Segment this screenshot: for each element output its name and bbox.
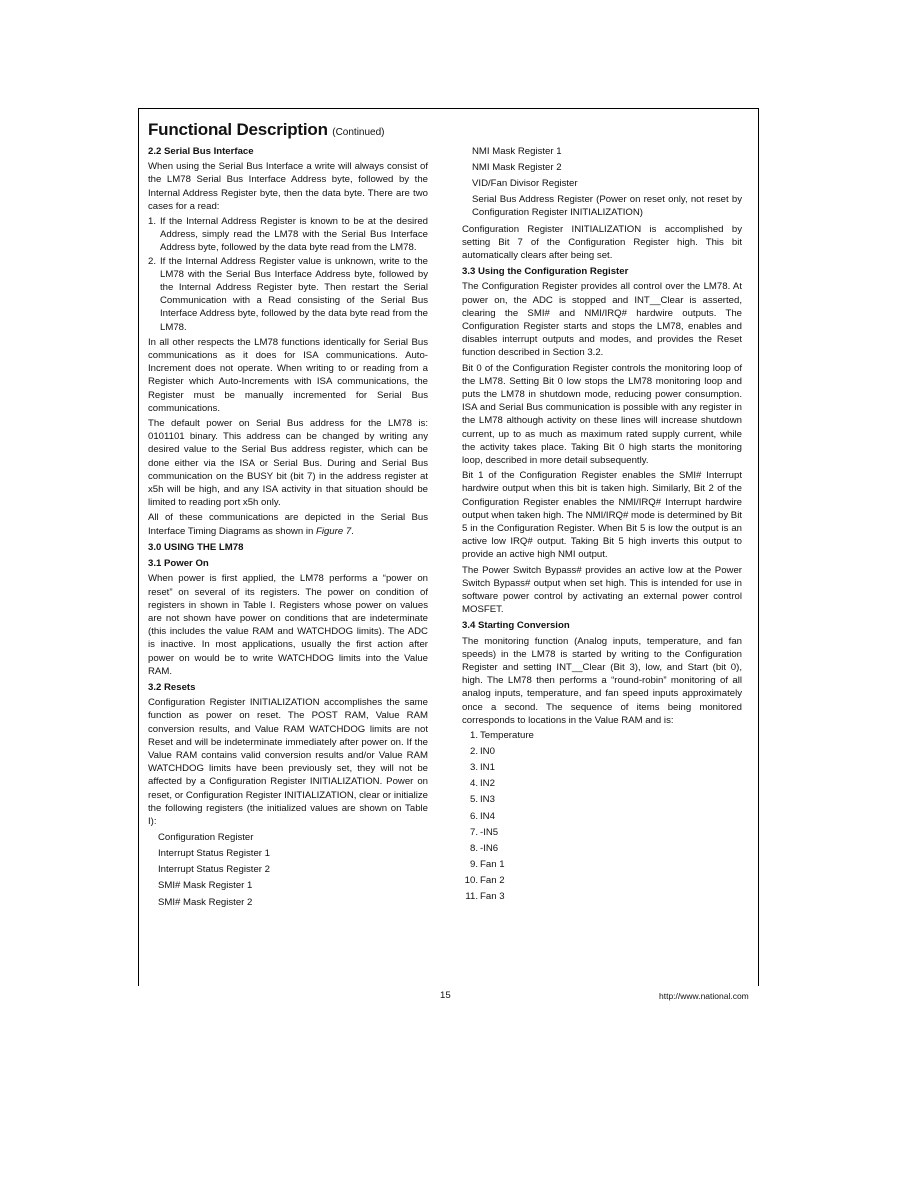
list-number: 11. [465,891,478,903]
list-text: IN3 [480,794,495,806]
section-title-3-3: 3.3 Using the Configuration Register [462,266,629,278]
paragraph [148,511,428,537]
paragraph: The Power Switch Bypass# provides an active low at the Power Switch Bypass# output when set high. This is intended for use in software power control by activating an external power control MOSFET. [462,564,742,616]
paragraph: Configuration Register INITIALIZATION is accomplished by setting Bit 7 of the Configuration Register high. This bit automatically clears after being set. [462,223,742,261]
register-item: Interrupt Status Register 1 [158,848,270,860]
register-list [158,831,428,909]
paragraph-text: All of these communications are depicted in the Serial Bus Interface Timing Diagrams as shown in [148,512,428,537]
list-item [464,874,742,887]
list-text: Fan 1 [480,858,505,870]
list-number: 5. [469,794,478,806]
section-title-2-2: 2.2 Serial Bus Interface [148,146,254,157]
paragraph: Bit 0 of the Configuration Register controls the monitoring loop of the LM78. Setting Bit 0 low stops the LM78 monitoring loop and puts the LM78 in shutdown mode, reducing power consumption. ISA and Serial Bus communication is possible with any register in the LM78 although activity on these lines will increase shutdown current, up to as much as maximum rated supply current, while the activity takes place. Taking Bit 0 high starts the monitoring loop, described in more detail subsequently. [462,362,742,467]
list-item [468,793,742,806]
paragraph: The Configuration Register provides all control over the LM78. At power on, the ADC is stopped and INT__Clear is asserted, clearing the SMI# and NMI/IRQ# hardwire outputs. The Configuration Register starts and stops the LM78, enables and disables interrupt outputs and modes, and provides the Reset function described in Section 3.2. [462,281,742,359]
register-item: SMI# Mask Register 1 [158,880,253,892]
list-item [468,842,742,855]
list-number: 1. [148,216,157,228]
list-number: 7. [469,826,478,838]
paragraph: When using the Serial Bus Interface a write will always consist of the LM78 Serial Bus Interface Address byte, followed by the Internal Address Register byte, then the data byte. There are two cases for a read: [148,161,428,212]
list-text: Fan 3 [480,891,505,903]
register-item: Interrupt Status Register 2 [158,864,270,876]
paragraph: In all other respects the LM78 functions identically for Serial Bus communications as it does for ISA communications. Auto-Increment does not operate. When writing to or reading from a Register which Auto-Increments with ISA communications, the Register must be manually incremented for Serial Bus communications. [148,336,428,414]
left-column [148,145,428,912]
monitor-sequence-list [464,729,742,903]
list-number: 4. [469,778,478,790]
list-number: 6. [469,810,478,822]
list-item [468,729,742,742]
list-number: 9. [469,858,478,870]
list-number: 1. [469,730,478,742]
list-text: IN0 [480,746,495,758]
list-item [468,810,742,823]
list-text: IN1 [480,762,495,774]
list-number: 8. [469,842,478,854]
register-item: Serial Bus Address Register (Power on reset only, not reset by Configuration Register INITIALIZATION) [472,194,742,219]
register-item: VID/Fan Divisor Register [472,178,578,190]
list-number: 3. [469,762,478,774]
paragraph: Bit 1 of the Configuration Register enables the SMI# Interrupt hardwire output when this bit is taken high. Similarly, Bit 2 of the Configuration Register enables the NMI/IRQ# Interrupt hardwire output when taken high. The NMI/IRQ# mode is determined by Bit 5 in the Configuration Register. When Bit 5 is low the output is an active low IRQ# output. Taking Bit 5 high inverts this output to provide an active high NMI output. [462,470,742,561]
right-column [462,145,742,906]
list-item [468,745,742,758]
list-item [148,255,428,334]
register-item: NMI Mask Register 2 [472,162,562,174]
paragraph-text: . [351,525,354,537]
page-number: 15 [440,990,451,1001]
section-heading [148,120,385,140]
section-title-3-4: 3.4 Starting Conversion [462,620,570,632]
list-text: If the Internal Address Register is known to be at the desired Address, simply read the LM78 with the Serial Bus Interface Address byte, followed by the data byte read from the LM78. [160,216,428,254]
paragraph: The default power on Serial Bus address for the LM78 is: 0101101 binary. This address can be changed by writing any desired value to the Serial Bus address register, which can be done either via the ISA or Serial Bus. During and Serial Bus communication on the BUSY bit (bit 7) in the address register at x5h will be high, and any ISA activity in that situation should be limited to reading port x5h only. [148,418,428,509]
list-item [468,761,742,774]
list-text: IN2 [480,778,495,790]
list-text: IN4 [480,810,495,822]
register-list-continued [472,145,742,220]
register-item: SMI# Mask Register 2 [158,896,253,908]
register-item: Configuration Register [158,832,254,844]
read-cases-list [148,215,428,334]
heading-continued: (Continued) [332,127,385,138]
list-item [468,826,742,839]
list-text: Fan 2 [480,874,505,886]
paragraph: Configuration Register INITIALIZATION accomplishes the same function as power on reset. The POST RAM, Value RAM conversion results, and Value RAM WATCHDOG limits are not Reset and will be indeterminate immediately after power on. If the Value RAM contains valid conversion results and/or Value RAM WATCHDOG limits have been previously set, they will not be affected by a Configuration Register INITIALIZATION. Power on reset, or Configuration Register INITIALIZATION, clear or initialize the following registers (the initialized values are shown on Table I): [148,697,428,827]
footer-url-link[interactable]: http://www.national.com [659,991,749,1001]
list-number: 10. [464,874,478,886]
list-text: Temperature [480,730,534,742]
figure-reference: Figure 7 [315,525,352,537]
list-number: 2. [148,255,157,267]
section-title-3-1: 3.1 Power On [148,558,209,570]
list-item [465,890,742,903]
list-text: -IN5 [480,826,499,838]
paragraph: The monitoring function (Analog inputs, temperature, and fan speeds) in the LM78 is started by writing to the Configuration Register and setting INT__Clear (Bit 3), low, and Start (bit 0), high. The LM78 then performs a “round-robin” monitoring of all analog inputs, temperature, and fan speed inputs approximately once a second. The sequence of items being monitored corresponds to locations in the Value RAM and is: [462,635,742,726]
list-number: 2. [469,746,478,758]
list-text: If the Internal Address Register value is unknown, write to the LM78 with the Serial Bus Interface Address byte, followed by the Internal Address Register byte. Then restart the Serial Communication with a Read consisting of the Serial Bus Interface Address byte, followed by the data byte read from the LM78. [160,255,428,333]
section-title-3-2: 3.2 Resets [148,681,196,693]
list-item [468,858,742,871]
list-text: -IN6 [480,842,499,854]
paragraph: When power is first applied, the LM78 performs a “power on reset” on several of its registers. The power on condition of registers in shown in Table I. Registers whose power on values are not shown have power on conditions that are indeterminate (this includes the value RAM and WATCHDOG limits). The ADC is inactive. In most applications, usually the first action after power on would be to write WATCHDOG limits into the Value RAM. [148,573,428,677]
section-title-3-0: 3.0 USING THE LM78 [148,541,244,553]
list-item [468,777,742,790]
heading-title: Functional Description [148,120,328,139]
list-item [148,215,428,255]
register-item: NMI Mask Register 1 [472,146,562,157]
